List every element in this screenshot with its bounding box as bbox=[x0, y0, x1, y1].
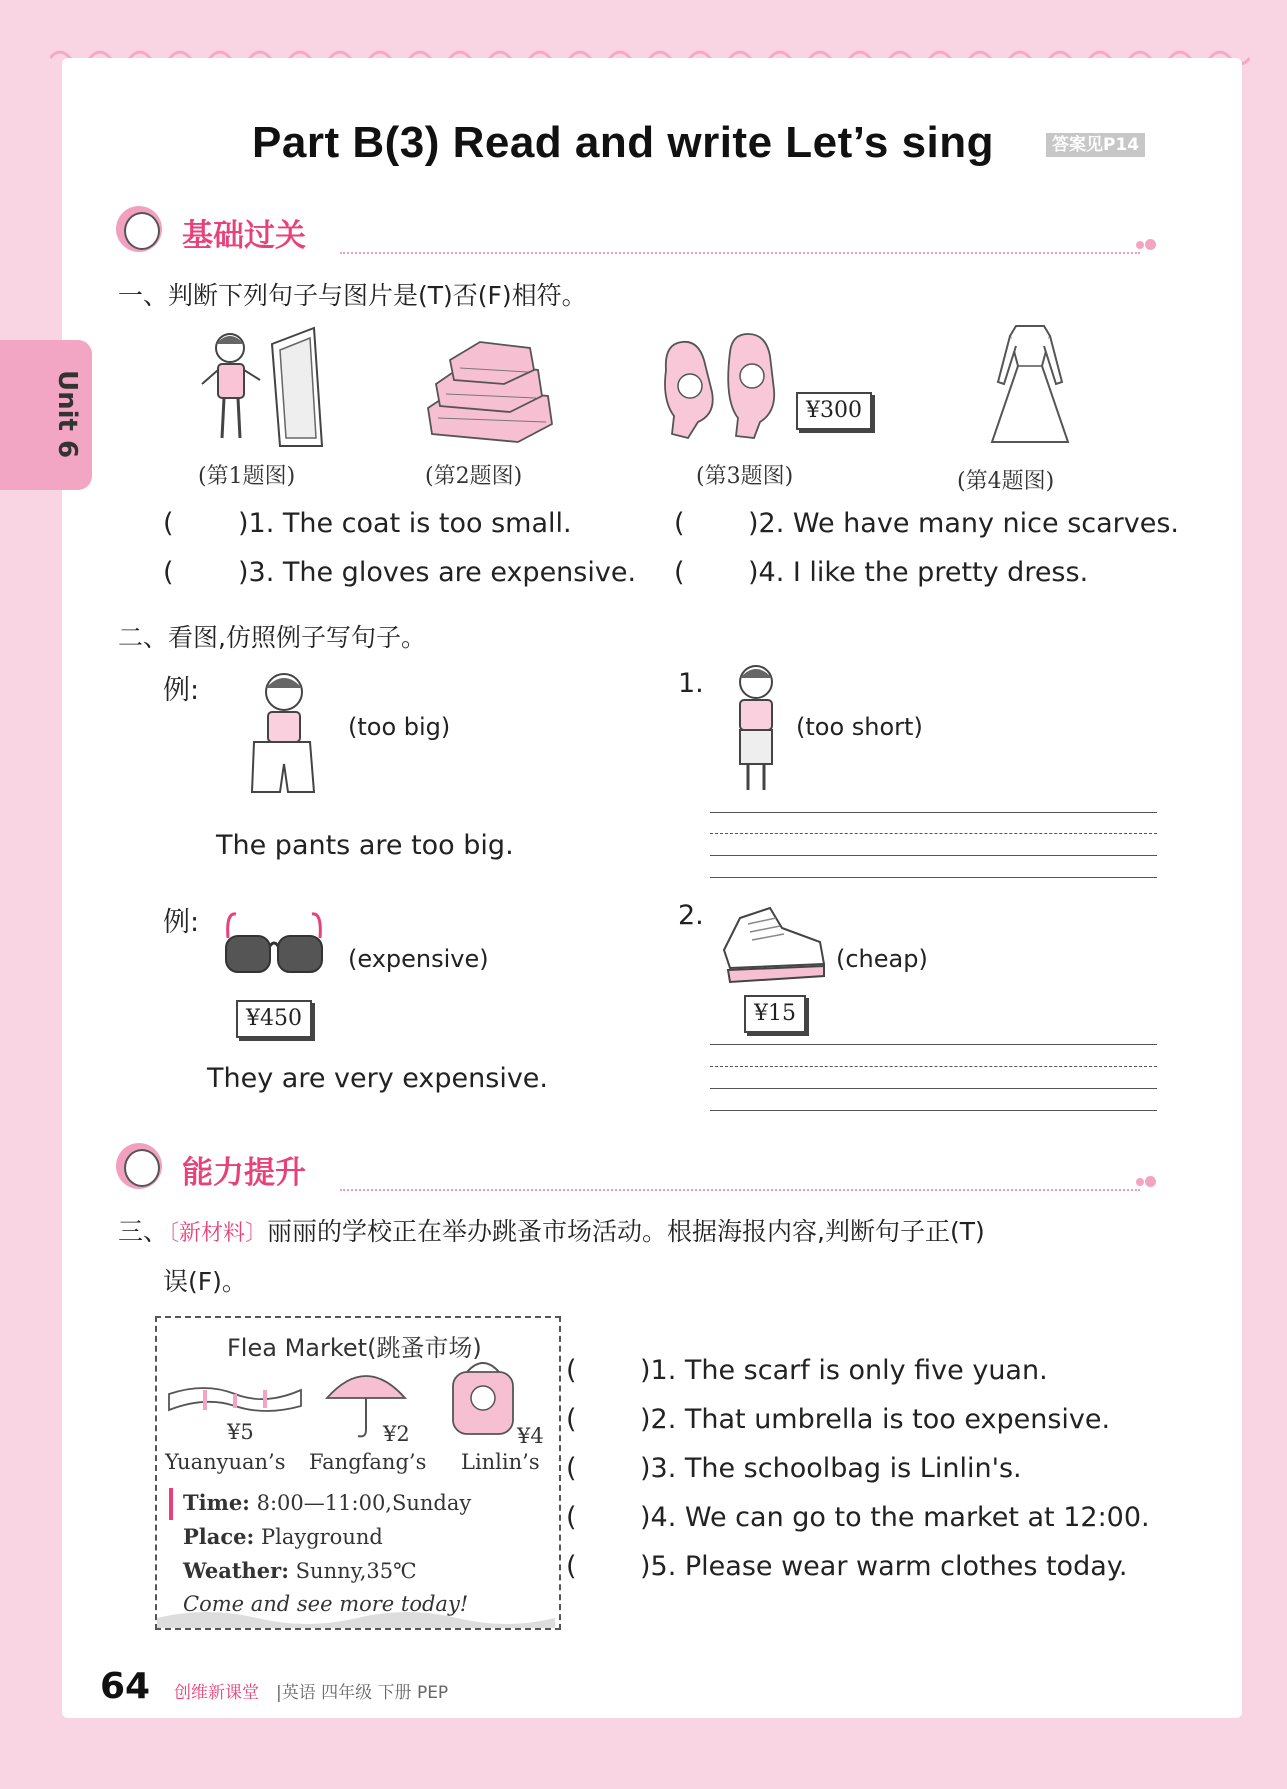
schoolbag-icon bbox=[447, 1358, 519, 1438]
girl-short-clothes-illustration bbox=[720, 662, 792, 798]
answer-reference-badge: 答案见P14 bbox=[1046, 133, 1145, 157]
unit-tab[interactable] bbox=[0, 340, 92, 490]
poster-heading: Flea Market(跳蚤市场) bbox=[227, 1334, 482, 1362]
page-number: 64 bbox=[100, 1666, 151, 1707]
footer-info: |英语 四年级 下册 PEP bbox=[276, 1683, 449, 1703]
dots-icon bbox=[1136, 237, 1158, 251]
dots-icon bbox=[1136, 1174, 1158, 1188]
price-tag-15: ¥15 bbox=[744, 995, 806, 1033]
owner-linlin: Linlin’s bbox=[461, 1450, 540, 1474]
writing-line[interactable] bbox=[710, 812, 1157, 813]
ex1-hint: (too big) bbox=[348, 713, 451, 741]
q3-item-4: )4. We can go to the market at 12:00. bbox=[640, 1502, 1150, 1533]
answer-blank-4[interactable]: ( bbox=[674, 557, 685, 588]
mascot-icon bbox=[116, 1143, 162, 1189]
owner-yuanyuan: Yuanyuan’s bbox=[165, 1450, 286, 1474]
writing-line[interactable] bbox=[710, 877, 1157, 878]
time-value: 8:00—11:00,Sunday bbox=[256, 1491, 472, 1515]
unit-tab-label: Unit 6 bbox=[52, 370, 82, 459]
caption-2: (第2题图) bbox=[425, 464, 523, 489]
q3-answer-blank-4[interactable]: ( bbox=[566, 1502, 577, 1533]
page-title: Part B(3) Read and write Let’s sing bbox=[252, 118, 995, 167]
writing-line[interactable] bbox=[710, 1110, 1157, 1111]
writing-line[interactable] bbox=[710, 1088, 1157, 1089]
q3-item-1: )1. The scarf is only five yuan. bbox=[640, 1355, 1048, 1386]
q3-answer-blank-2[interactable]: ( bbox=[566, 1404, 577, 1435]
poster-wave-decoration bbox=[157, 1606, 555, 1628]
place-value: Playground bbox=[260, 1525, 383, 1549]
girl-big-pants-illustration bbox=[240, 668, 320, 804]
section-divider bbox=[340, 252, 1140, 254]
question-1-title: 一、判断下列句子与图片是(T)否(F)相符。 bbox=[118, 281, 587, 310]
writing-line[interactable] bbox=[710, 1044, 1157, 1045]
poster-corner-mark bbox=[169, 1488, 173, 1520]
caption-3: (第3题图) bbox=[696, 464, 794, 489]
q1-item-1: )1. The coat is too small. bbox=[238, 508, 572, 539]
ex1-answer: The pants are too big. bbox=[216, 830, 514, 861]
owner-fangfang: Fangfang’s bbox=[309, 1450, 427, 1474]
price-tag-300: ¥300 bbox=[796, 392, 872, 430]
q1-item-3: )3. The gloves are expensive. bbox=[238, 557, 637, 588]
time-label: Time: bbox=[183, 1490, 250, 1515]
question-3-title bbox=[118, 1212, 985, 1248]
section-basic-label: 基础过关 bbox=[182, 218, 306, 254]
task-1-hint: (too short) bbox=[796, 713, 923, 741]
question-2-title: 二、看图,仿照例子写句子。 bbox=[118, 623, 426, 652]
q3-answer-blank-3[interactable]: ( bbox=[566, 1453, 577, 1484]
section-advanced-label: 能力提升 bbox=[182, 1155, 306, 1191]
q3-answer-blank-5[interactable]: ( bbox=[566, 1551, 577, 1582]
flea-market-poster bbox=[155, 1316, 561, 1630]
scarf-icon bbox=[165, 1376, 305, 1422]
section-divider bbox=[340, 1189, 1140, 1191]
caption-4: (第4题图) bbox=[957, 469, 1055, 494]
dress-illustration bbox=[984, 322, 1076, 448]
poster-footer: Come and see more today! bbox=[183, 1592, 469, 1616]
caption-1: (第1题图) bbox=[198, 464, 296, 489]
q3-item-5: )5. Please wear warm clothes today. bbox=[640, 1551, 1128, 1582]
mascot-icon bbox=[116, 206, 162, 252]
new-material-tag: 〔新材料〕 bbox=[168, 1221, 268, 1246]
scarf-price: ¥5 bbox=[227, 1420, 254, 1444]
answer-blank-3[interactable]: ( bbox=[163, 557, 174, 588]
weather-label: Weather: bbox=[183, 1558, 289, 1583]
sneakers-illustration bbox=[720, 898, 826, 986]
task-1-number: 1. bbox=[678, 668, 704, 699]
q3-item-2: )2. That umbrella is too expensive. bbox=[640, 1404, 1111, 1435]
gloves-illustration bbox=[658, 330, 798, 442]
q1-item-4: )4. I like the pretty dress. bbox=[748, 557, 1089, 588]
writing-line[interactable] bbox=[710, 855, 1157, 856]
umbrella-price: ¥2 bbox=[383, 1422, 410, 1446]
q3-answer-blank-1[interactable]: ( bbox=[566, 1355, 577, 1386]
answer-blank-2[interactable]: ( bbox=[674, 508, 685, 539]
question-3-line1: 丽丽的学校正在举办跳蚤市场活动。根据海报内容,判断句子正(T) bbox=[267, 1217, 985, 1246]
sunglasses-illustration bbox=[222, 910, 326, 990]
writing-line[interactable] bbox=[710, 833, 1157, 834]
q1-item-2: )2. We have many nice scarves. bbox=[748, 508, 1179, 539]
price-tag-450: ¥450 bbox=[236, 1000, 312, 1038]
ex2-answer: They are very expensive. bbox=[207, 1063, 548, 1094]
ex2-hint: (expensive) bbox=[348, 945, 489, 973]
footer-brand: 创维新课堂 bbox=[174, 1683, 259, 1703]
question-3-line2: 误(F)。 bbox=[163, 1267, 247, 1296]
task-2-hint: (cheap) bbox=[836, 945, 928, 973]
girl-mirror-illustration bbox=[196, 326, 324, 448]
answer-blank-1[interactable]: ( bbox=[163, 508, 174, 539]
scarves-illustration bbox=[418, 338, 562, 446]
example-label-2: 例: bbox=[163, 907, 200, 938]
example-label-1: 例: bbox=[163, 675, 200, 706]
task-2-number: 2. bbox=[678, 900, 704, 931]
schoolbag-price: ¥4 bbox=[517, 1424, 544, 1448]
question-3-prefix: 三、 bbox=[118, 1217, 169, 1246]
place-label: Place: bbox=[183, 1524, 255, 1549]
weather-value: Sunny,35℃ bbox=[295, 1559, 417, 1583]
writing-line[interactable] bbox=[710, 1066, 1157, 1067]
q3-item-3: )3. The schoolbag is Linlin's. bbox=[640, 1453, 1022, 1484]
